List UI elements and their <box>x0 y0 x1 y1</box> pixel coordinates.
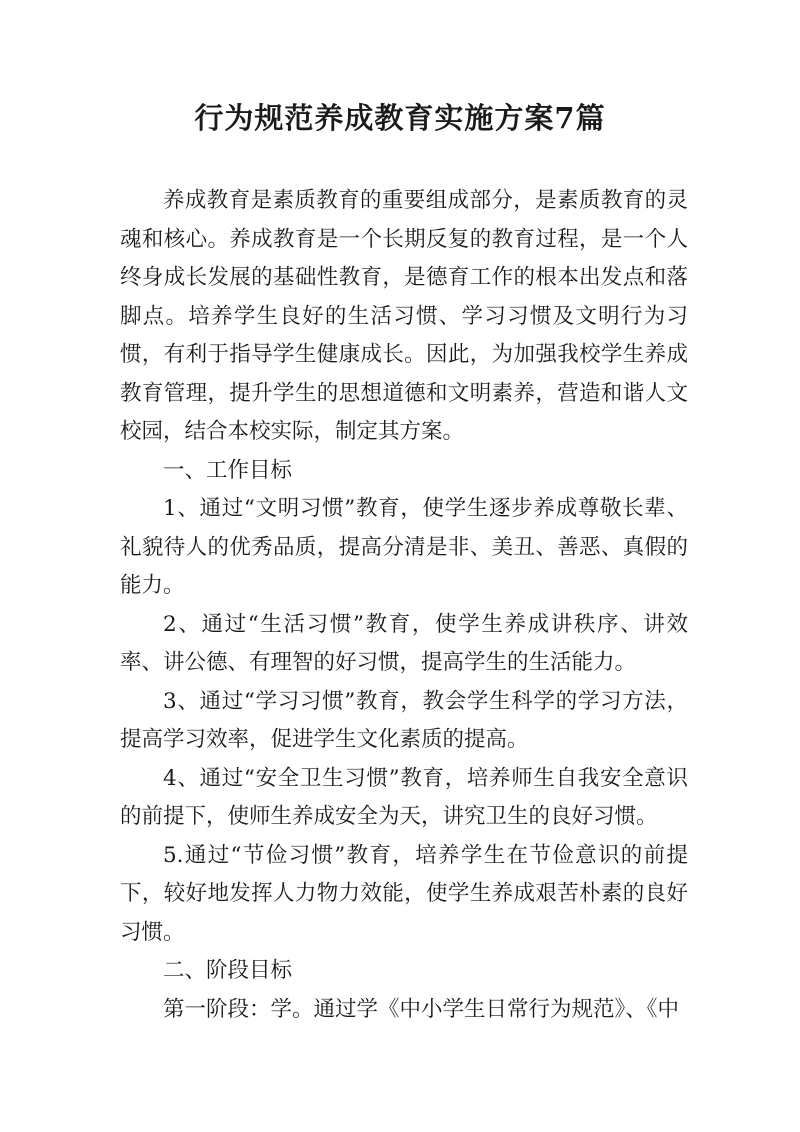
paragraph-goal-3: 3、通过“学习习惯”教育，教会学生科学的学习方法，提高学习效率，促进学生文化素质的提高。 <box>120 688 688 752</box>
paragraph-intro: 养成教育是素质教育的重要组成部分，是素质教育的灵魂和核心。养成教育是一个长期反复的教育过程，是一个人终身成长发展的基础性教育，是德育工作的根本出发点和落脚点。培养学生良好的生活习惯、学习习惯及文明行为习惯，有利于指导学生健康成长。因此，为加强我校学生养成教育管理，提升学生的思想道德和文明素养，营造和谐人文校园，结合本校实际，制定其方案。 <box>120 188 688 444</box>
document-title: 行为规范养成教育实施方案7篇 <box>194 101 606 135</box>
section-heading-work-goals: 一、工作目标 <box>163 457 293 483</box>
paragraph-goal-4: 4、通过“安全卫生习惯”教育，培养师生自我安全意识的前提下，使师生养成安全为天，讲究卫生的良好习惯。 <box>120 765 688 829</box>
paragraph-goal-5: 5.通过“节俭习惯”教育，培养学生在节俭意识的前提下，较好地发挥人力物力效能，使学生养成艰苦朴素的良好习惯。 <box>120 842 688 945</box>
paragraph-goal-1: 1、通过“文明习惯”教育，使学生逐步养成尊敬长辈、礼貌待人的优秀品质，提高分清是非、美丑、善恶、真假的能力。 <box>120 496 688 598</box>
paragraph-stage-1: 第一阶段：学。通过学《中小学生日常行为规范》、《中 <box>163 996 680 1022</box>
paragraph-goal-2: 2、通过“生活习惯”教育，使学生养成讲秩序、讲效率、讲公德、有理智的好习惯，提高学生的生活能力。 <box>120 611 688 675</box>
section-heading-stage-goals: 二、阶段目标 <box>163 958 293 983</box>
document-body <box>120 182 688 1029</box>
